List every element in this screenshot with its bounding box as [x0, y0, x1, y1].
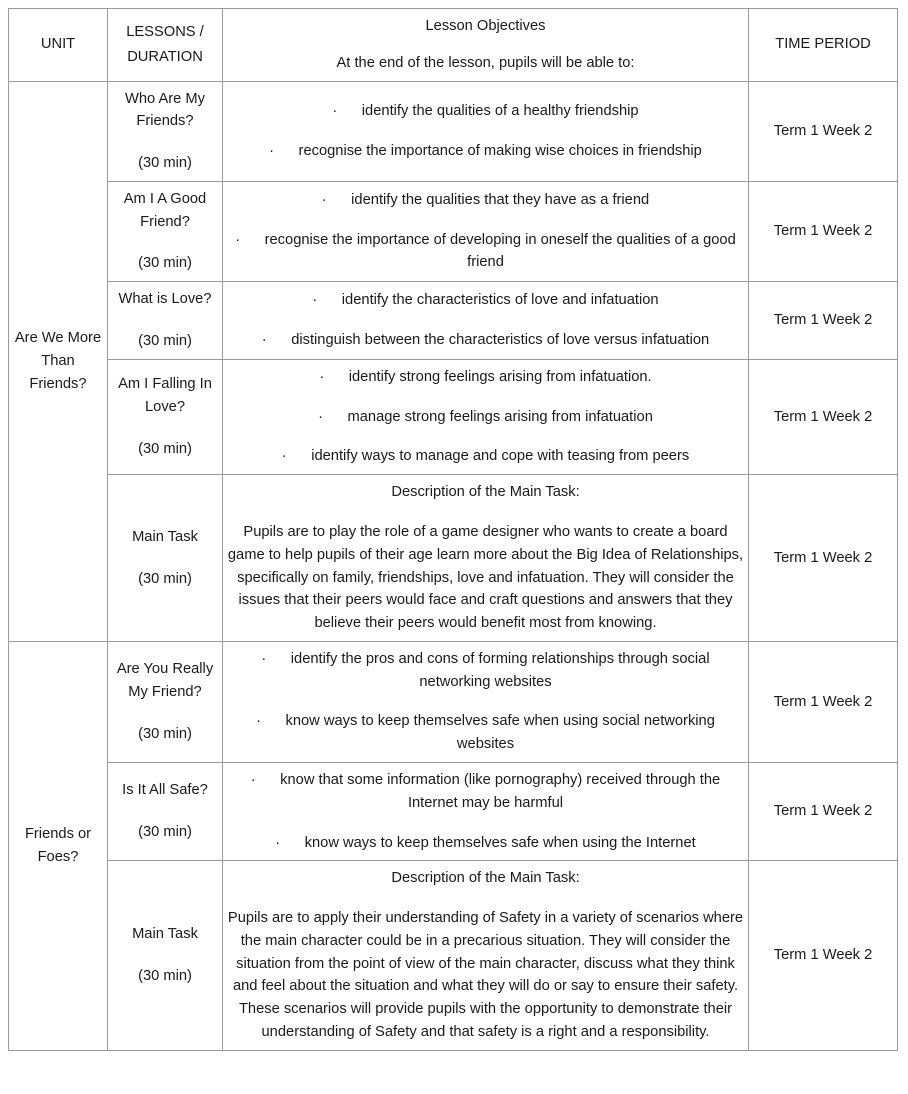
lesson-duration: (30 min) — [138, 824, 192, 841]
bullet-icon: · — [275, 834, 281, 851]
time-period-cell: Term 1 Week 2 — [749, 861, 898, 1050]
objective-text: know that some information (like pornography) received through the Internet may be harmful — [280, 771, 721, 811]
objectives-list — [227, 289, 744, 352]
column-header-time-period-label: TIME PERIOD — [775, 36, 871, 53]
bullet-icon: · — [321, 191, 327, 208]
objective-item — [227, 406, 744, 429]
lesson-duration-cell — [108, 359, 223, 474]
table-row — [9, 762, 898, 860]
lesson-duration-cell — [108, 81, 223, 181]
objective-text: know ways to keep themselves safe when using the Internet — [304, 834, 696, 851]
column-header-objectives-title: Lesson Objectives — [425, 18, 546, 34]
table-row — [9, 359, 898, 474]
column-header-lesson-objectives — [223, 9, 749, 82]
objective-item — [227, 329, 744, 352]
bullet-icon: · — [269, 142, 275, 159]
lesson-title: Are You Really My Friend? — [116, 661, 214, 701]
objective-text: distinguish between the characteristics of love versus infatuation — [291, 332, 710, 349]
objective-item — [227, 189, 744, 212]
objectives-list — [227, 769, 744, 854]
lesson-duration: (30 min) — [138, 155, 192, 172]
objective-item — [227, 769, 744, 815]
lesson-title: What is Love? — [118, 291, 212, 308]
table-row — [9, 282, 898, 360]
lesson-objectives-cell — [223, 641, 749, 762]
main-task-description-cell — [223, 475, 749, 642]
main-task-body: Pupils are to play the role of a game designer who wants to create a board game to help pupils of their age learn more about the Big Idea of Relationships, specifically on family, friendships, love and infatuation. They will consider the issues that their peers would face and craft questions and answers that they believe their peers would benefit most from knowing. — [227, 523, 744, 632]
lesson-title: Is It All Safe? — [122, 782, 208, 799]
lesson-title: Main Task — [132, 528, 198, 545]
lesson-objectives-cell — [223, 762, 749, 860]
lesson-duration: (30 min) — [138, 333, 192, 350]
objective-item — [227, 229, 744, 275]
bullet-icon: · — [261, 332, 267, 349]
bullet-icon: · — [318, 408, 324, 425]
column-header-time-period — [749, 9, 898, 82]
objective-item — [227, 366, 744, 389]
objective-text: recognise the importance of making wise choices in friendship — [298, 142, 702, 159]
bullet-icon: · — [250, 771, 256, 788]
lesson-objectives-cell — [223, 282, 749, 360]
table-body — [9, 81, 898, 1050]
lesson-duration: (30 min) — [138, 570, 192, 587]
time-period-cell: Term 1 Week 2 — [749, 762, 898, 860]
header-row — [9, 9, 898, 82]
time-period-cell: Term 1 Week 2 — [749, 181, 898, 281]
objective-text: manage strong feelings arising from infatuation — [347, 408, 653, 425]
objective-text: identify ways to manage and cope with teasing from peers — [311, 448, 690, 465]
lesson-duration-cell — [108, 861, 223, 1050]
lesson-duration-cell — [108, 762, 223, 860]
column-header-lessons-duration — [108, 9, 223, 82]
bullet-icon: · — [235, 231, 241, 248]
objectives-list — [227, 189, 744, 274]
objective-text: identify the qualities of a healthy friendship — [361, 102, 639, 119]
lesson-objectives-cell — [223, 359, 749, 474]
table-row — [9, 181, 898, 281]
lesson-duration: (30 min) — [138, 968, 192, 985]
lesson-duration-cell — [108, 282, 223, 360]
objectives-list — [227, 100, 744, 163]
objective-item — [227, 100, 744, 123]
column-header-unit-label: UNIT — [40, 36, 76, 53]
table-row — [9, 81, 898, 181]
main-task-heading: Description of the Main Task: — [391, 870, 580, 887]
objective-text: identify the pros and cons of forming relationships through social networking websites — [290, 650, 710, 690]
unit-name-cell: Are We More Than Friends? — [9, 81, 108, 641]
lesson-objectives-cell — [223, 81, 749, 181]
main-task-description-cell — [223, 861, 749, 1050]
column-header-unit — [9, 9, 108, 82]
table-row — [9, 475, 898, 642]
column-header-objectives-subtitle: At the end of the lesson, pupils will be able to: — [336, 54, 635, 71]
lesson-duration: (30 min) — [138, 440, 192, 457]
unit-name-cell: Friends or Foes? — [9, 641, 108, 1050]
lesson-title: Who Are My Friends? — [125, 90, 205, 130]
lesson-duration-cell — [108, 181, 223, 281]
objective-text: identify strong feelings arising from infatuation. — [348, 368, 652, 385]
lesson-duration-cell — [108, 641, 223, 762]
bullet-icon: · — [256, 713, 261, 730]
bullet-icon: · — [319, 368, 325, 385]
bullet-icon: · — [312, 292, 318, 309]
main-task-heading: Description of the Main Task: — [391, 484, 580, 501]
lesson-title: Am I A Good Friend? — [123, 190, 207, 230]
lesson-title: Am I Falling In Love? — [118, 376, 212, 416]
objectives-list — [227, 366, 744, 468]
objective-item — [227, 648, 744, 694]
time-period-cell: Term 1 Week 2 — [749, 475, 898, 642]
time-period-cell: Term 1 Week 2 — [749, 81, 898, 181]
main-task-body: Pupils are to apply their understanding of Safety in a variety of scenarios where the main character could be in a precarious situation. They will consider the situation from the point of view of the main character, discuss what they think and feel about the situation and what they will do or say to ensure their safety. These scenarios will provide pupils with the opportunity to demonstrate their understanding of Safety and that safety is a right and a responsibility. — [227, 910, 744, 1040]
objective-item — [227, 832, 744, 855]
lesson-duration: (30 min) — [138, 725, 192, 742]
objective-text: know ways to keep themselves safe when using social networking websites — [285, 713, 715, 753]
table-header — [9, 9, 898, 82]
objective-item — [227, 289, 744, 312]
lesson-title: Main Task — [132, 926, 198, 943]
objective-text: identify the characteristics of love and infatuation — [341, 292, 659, 309]
time-period-cell: Term 1 Week 2 — [749, 282, 898, 360]
objectives-list — [227, 648, 744, 756]
objective-item — [227, 445, 744, 468]
lesson-objectives-cell — [223, 181, 749, 281]
objective-text: identify the qualities that they have as a friend — [351, 191, 650, 208]
bullet-icon: · — [261, 650, 267, 667]
table-row — [9, 641, 898, 762]
bullet-icon: · — [332, 102, 338, 119]
objective-item — [227, 140, 744, 163]
column-header-lessons-line1: LESSONS / — [126, 24, 204, 40]
objective-item — [227, 710, 744, 756]
time-period-cell: Term 1 Week 2 — [749, 641, 898, 762]
curriculum-table — [8, 8, 898, 1051]
lesson-duration-cell — [108, 475, 223, 642]
table-row — [9, 861, 898, 1050]
column-header-lessons-line2: DURATION — [127, 48, 203, 65]
bullet-icon: · — [281, 448, 287, 465]
lesson-duration: (30 min) — [138, 255, 192, 272]
objective-text: recognise the importance of developing in oneself the qualities of a good friend — [264, 231, 736, 271]
time-period-cell: Term 1 Week 2 — [749, 359, 898, 474]
